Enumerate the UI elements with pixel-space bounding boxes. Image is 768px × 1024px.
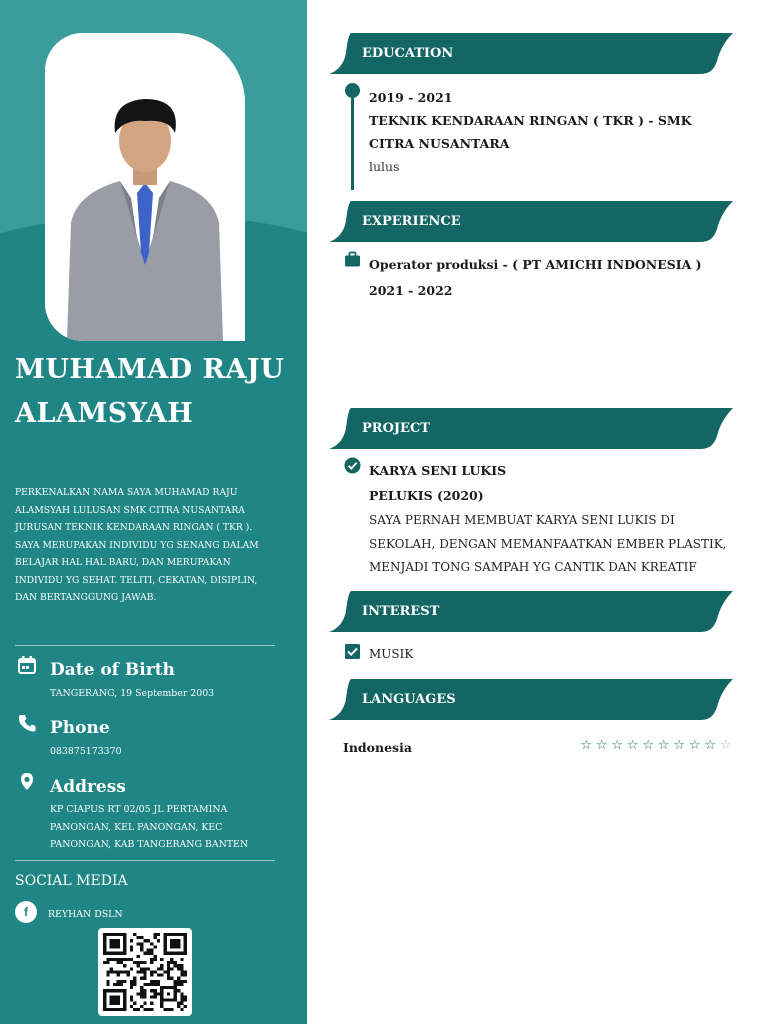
- star-filled-icon: ☆: [657, 738, 670, 753]
- star-filled-icon: ☆: [595, 738, 608, 753]
- phone-icon: [17, 713, 37, 733]
- education-status: lulus: [369, 159, 400, 174]
- star-empty-icon: ☆: [719, 738, 732, 753]
- languages-heading: LANGUAGES: [362, 692, 456, 707]
- profile-photo: [45, 33, 245, 341]
- check-circle-icon: [344, 457, 361, 474]
- facebook-icon-letter: f: [24, 905, 28, 919]
- phone-title: Phone: [50, 718, 110, 738]
- qr-code: [98, 928, 192, 1016]
- briefcase-icon: [344, 251, 361, 268]
- full-name: [15, 348, 295, 436]
- star-filled-icon: ☆: [673, 738, 686, 753]
- experience-heading: EXPERIENCE: [362, 214, 461, 229]
- section-header-education: [329, 33, 733, 74]
- name-line-1: MUHAMAD RAJU: [15, 354, 285, 385]
- divider: [15, 860, 275, 861]
- dob-value: TANGERANG, 19 September 2003: [50, 688, 215, 699]
- social-handle[interactable]: REYHAN DSLN: [48, 909, 123, 920]
- language-rating: [579, 738, 733, 754]
- project-description-line-2: SEKOLAH, DENGAN MEMANFAATKAN EMBER PLASTIK,: [369, 537, 727, 551]
- calendar-icon: [17, 655, 37, 675]
- project-description-line-3: MENJADI TONG SAMPAH YG CANTIK DAN KREATIF: [369, 560, 697, 574]
- location-pin-icon: [17, 772, 37, 792]
- project-description-line-1: SAYA PERNAH MEMBUAT KARYA SENI LUKIS DI: [369, 513, 675, 527]
- experience-role: Operator produksi - ( PT AMICHI INDONESIA ): [369, 257, 702, 272]
- section-header-project: [329, 408, 733, 449]
- address-title: Address: [50, 777, 126, 797]
- star-filled-icon: ☆: [704, 738, 717, 753]
- star-filled-icon: ☆: [626, 738, 639, 753]
- section-header-interest: [329, 591, 733, 632]
- checkbox-checked-icon: [344, 643, 361, 660]
- phone-value: 083875173370: [50, 746, 122, 757]
- facebook-icon[interactable]: [15, 901, 37, 923]
- experience-years: 2021 - 2022: [369, 283, 453, 298]
- timeline-line: [351, 96, 354, 190]
- project-heading: PROJECT: [362, 421, 430, 436]
- star-filled-icon: ☆: [611, 738, 624, 753]
- section-header-experience: [329, 201, 733, 242]
- star-filled-icon: ☆: [688, 738, 701, 753]
- star-filled-icon: ☆: [642, 738, 655, 753]
- interest-heading: INTEREST: [362, 604, 440, 619]
- divider: [15, 645, 275, 646]
- education-school: TEKNIK KENDARAAN RINGAN ( TKR ) - SMK CITRA NUSANTARA: [369, 113, 692, 151]
- education-heading: EDUCATION: [362, 46, 454, 61]
- education-years: 2019 - 2021: [369, 90, 453, 105]
- qr-code-graphic: [103, 933, 187, 1011]
- interest-item: MUSIK: [369, 647, 414, 661]
- star-filled-icon: ☆: [580, 738, 593, 753]
- project-subtitle: PELUKIS (2020): [369, 488, 484, 503]
- language-name: Indonesia: [343, 740, 412, 755]
- profile-photo-frame: [45, 33, 245, 341]
- social-media-title: SOCIAL MEDIA: [15, 873, 128, 889]
- project-title: KARYA SENI LUKIS: [369, 463, 507, 478]
- section-header-languages: [329, 679, 733, 720]
- address-value: KP CIAPUS RT 02/05 JL PERTAMINA PANONGAN, KEL PANONGAN, KEC PANONGAN, KAB TANGERANG BANTEN: [50, 804, 249, 850]
- profile-summary: PERKENALKAN NAMA SAYA MUHAMAD RAJU ALAMSYAH LULUSAN SMK CITRA NUSANTARA JURUSAN TEKNIK KENDARAAN RINGAN ( TKR ). SAYA MERUPAKAN INDIVIDU YG SENANG DALAM BELAJAR HAL HAL BARU, DAN MERUPAKAN INDIVIDU YG SEHAT. TELITI, CEKATAN, DISIPLIN, DAN BERTANGGUNG JAWAB.: [15, 487, 259, 603]
- sidebar: [0, 0, 307, 1024]
- name-line-2: ALAMSYAH: [15, 398, 194, 429]
- dob-title: Date of Birth: [50, 660, 175, 680]
